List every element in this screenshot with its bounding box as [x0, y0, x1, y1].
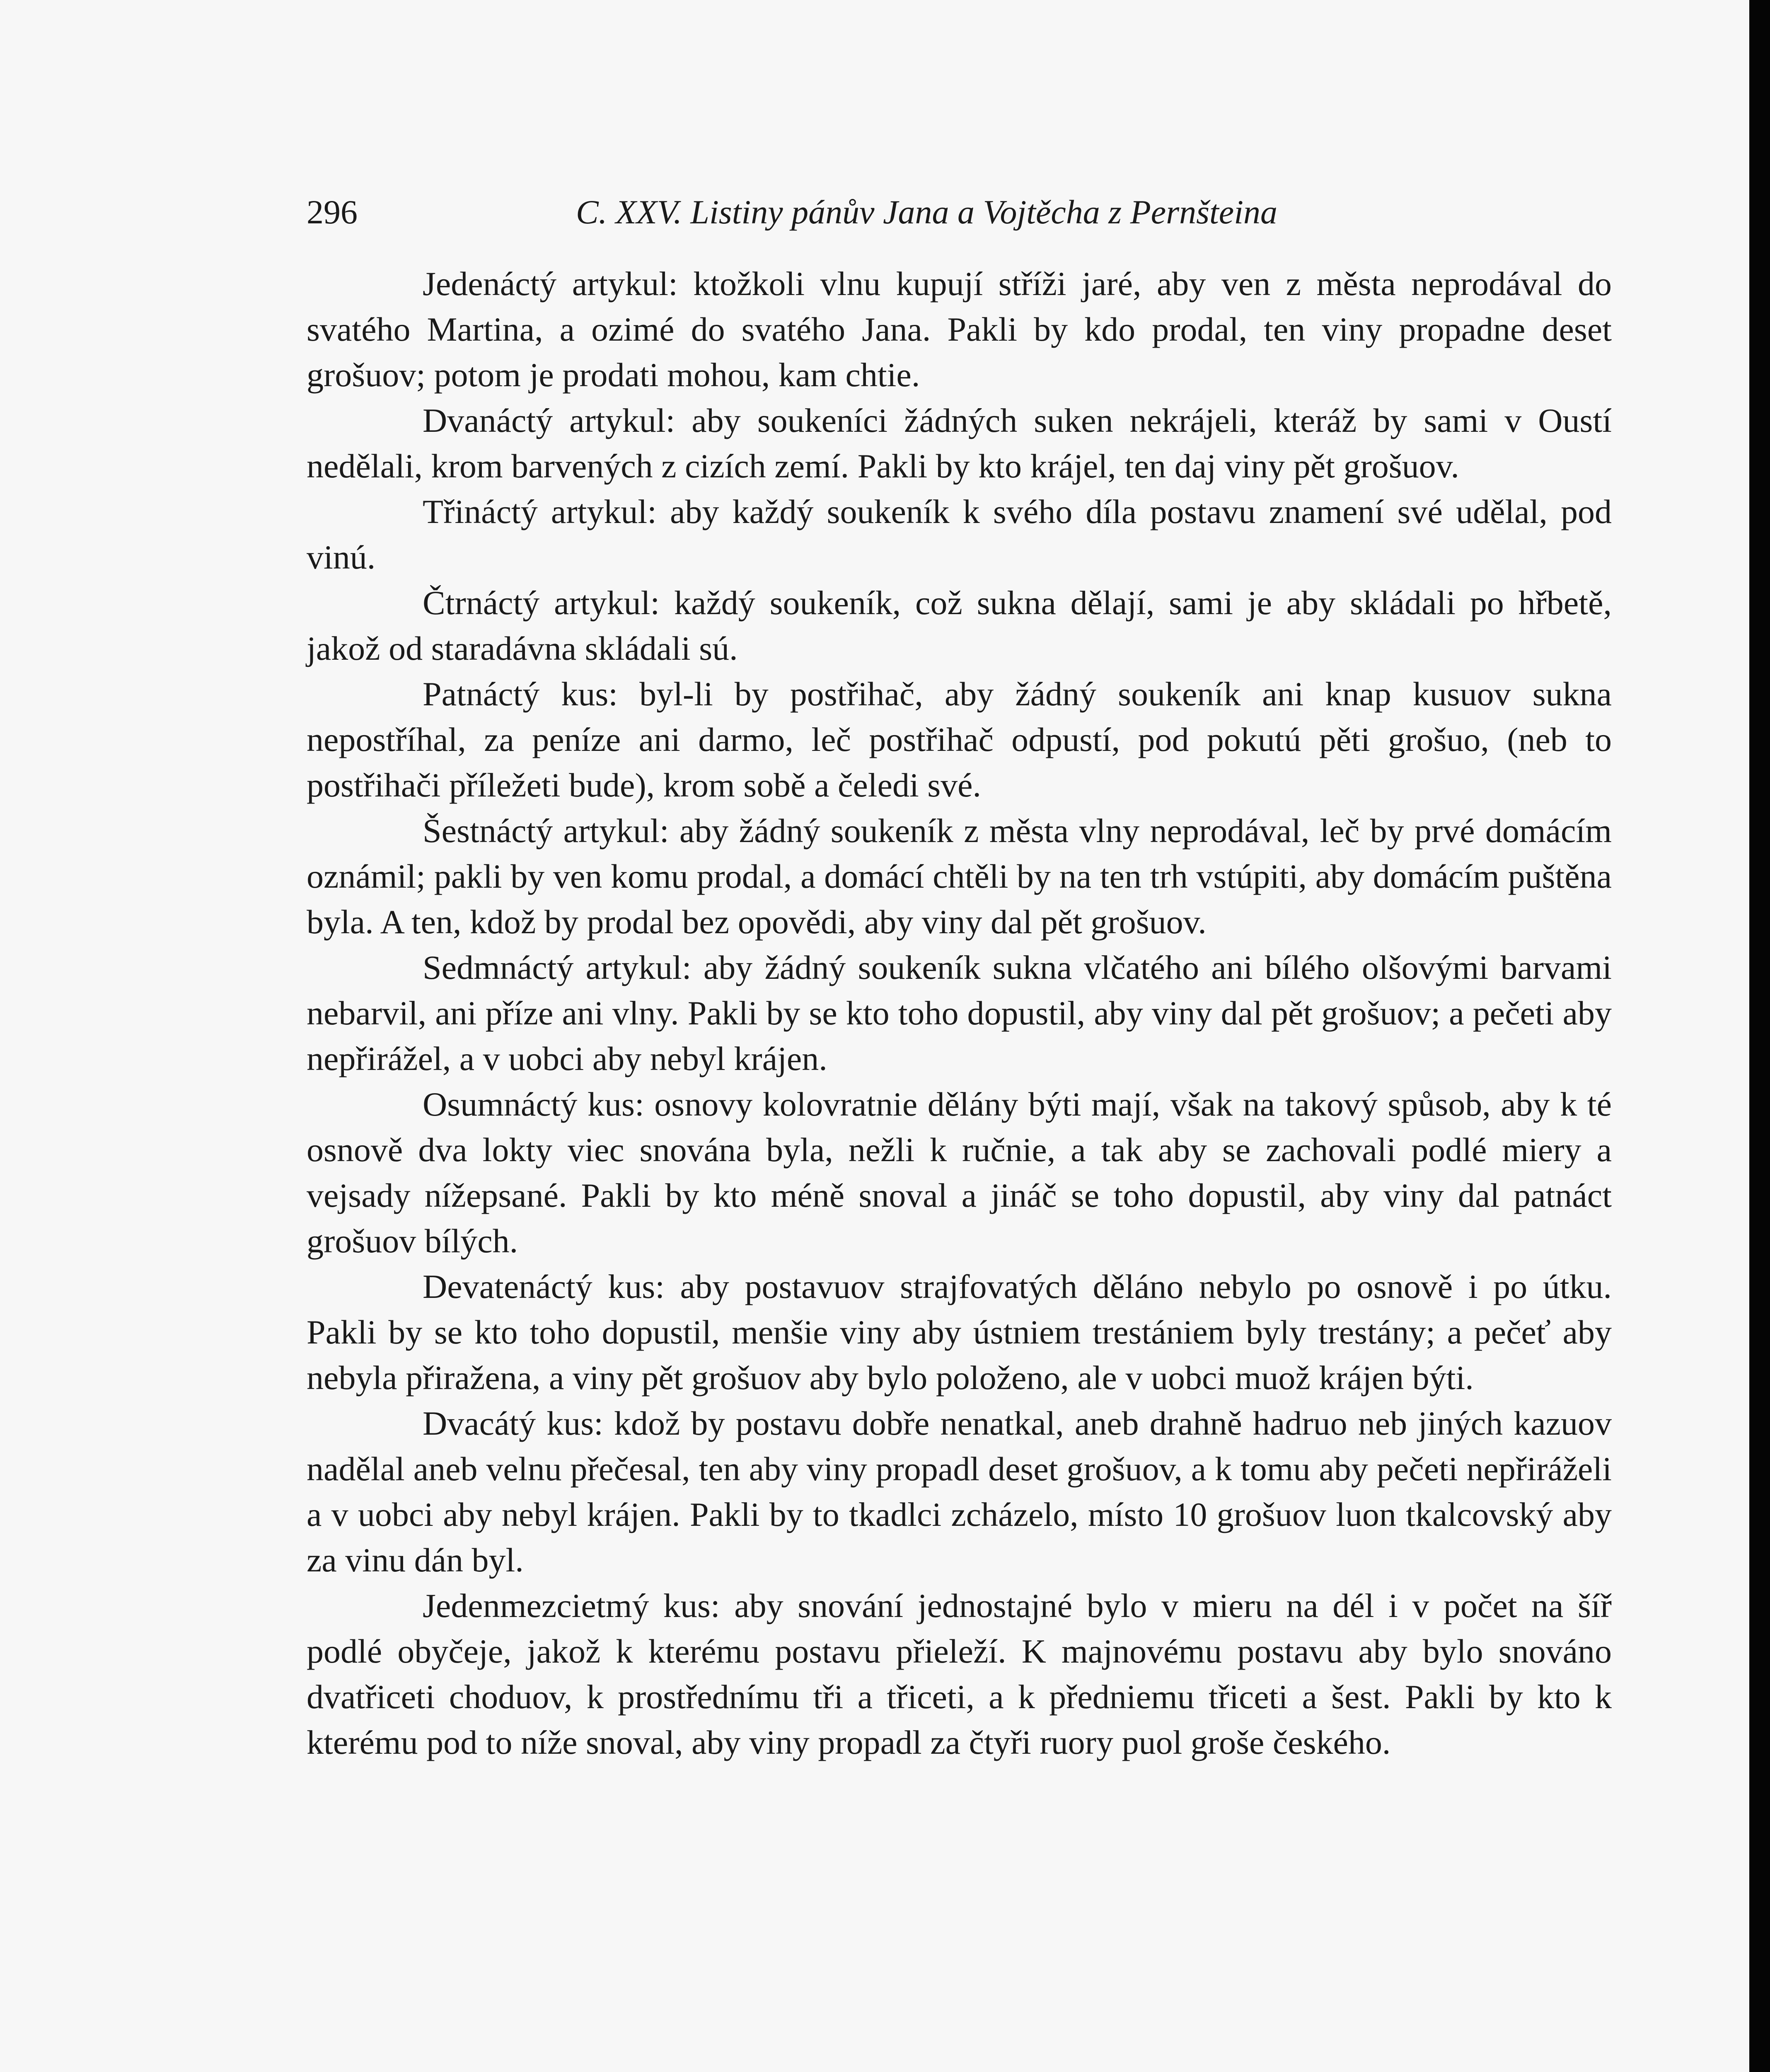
page-number: 296	[307, 193, 358, 231]
paragraph-article-17: Sedmnáctý artykul: aby žádný soukeník sukna vlčatého ani bílého olšovými barvami nebarvil, ani příze ani vlny. Pakli by se kto toho dopustil, aby viny dal pět grošuov; a pečeti aby nepřirážel, a v uobci aby nebyl krájen.	[307, 949, 1612, 1077]
paragraph-article-12: Dvanáctý artykul: aby soukeníci žádných suken nekrájeli, kteráž by sami v Oustí nedělali, krom barvených z cizích zemí. Pakli by kto krájel, ten daj viny pět grošuov.	[307, 402, 1612, 485]
chapter-title: C. XXV. Listiny pánův Jana a Vojtěcha z Pernšteina	[576, 193, 1277, 231]
paragraph-article-15: Patnáctý kus: byl-li by postřihač, aby žádný soukeník ani knap kusuov sukna nepostříhal, za peníze ani darmo, leč postřihač odpustí, pod pokutú pěti grošuo, (neb to postřihači příležeti bude), krom sobě a čeledi své.	[307, 675, 1612, 804]
paragraph-article-13: Třináctý artykul: aby každý soukeník k svého díla postavu znamení své udělal, pod vinú.	[307, 493, 1612, 576]
paragraph-article-19: Devatenáctý kus: aby postavuov strajfovatých děláno nebylo po osnově i po útku. Pakli by se kto toho dopustil, menšie viny aby ústniem trestániem byly trestány; a pečeť aby nebyla přiražena, a viny pět grošuov aby bylo položeno, ale v uobci muož krájen býti.	[307, 1268, 1612, 1397]
paragraph-article-16: Šestnáctý artykul: aby žádný soukeník z města vlny neprodával, leč by prvé domácím oznámil; pakli by ven komu prodal, a domácí chtěli by na ten trh vstúpiti, aby domácím puštěna byla. A ten, kdož by prodal bez opovědi, aby viny dal pět grošuov.	[307, 812, 1612, 941]
paragraph-article-18: Osumnáctý kus: osnovy kolovratnie dělány býti mají, však na takový spůsob, aby k té osnově dva lokty viec snována byla, nežli k ručnie, a tak aby se zachovali podlé miery a vejsady nížepsané. Pakli by kto méně snoval a jináč se toho dopustil, aby viny dal patnáct grošuov bílých.	[307, 1085, 1612, 1260]
paragraph-article-14: Čtrnáctý artykul: každý soukeník, což sukna dělají, sami je aby skládali po hřbetě, jakož od staradávna skládali sú.	[307, 584, 1612, 667]
paragraph-article-11: Jedenáctý artykul: ktožkoli vlnu kupují stříži jaré, aby ven z města neprodával do svatého Martina, a ozimé do svatého Jana. Pakli by kdo prodal, ten viny propadne deset grošuov; potom je prodati mohou, kam chtie.	[307, 265, 1612, 394]
paragraph-article-21: Jedenmezcietmý kus: aby snování jednostajné bylo v mieru na dél i v počet na šíř podlé obyčeje, jakož k kterému postavu přieleží. K majnovému postavu aby bylo snováno dvatřiceti choduov, k prostřednímu tři a třiceti, a k předniemu třiceti a šest. Pakli by kto k kterému pod to níže snoval, aby viny propadl za čtyři ruory puol groše českého.	[307, 1587, 1612, 1761]
paragraph-article-20: Dvacátý kus: kdož by postavu dobře nenatkal, aneb drahně hadruo neb jiných kazuov nadělal aneb velnu přečesal, ten aby viny propadl deset grošuov, a k tomu aby pečeti nepřiráželi a v uobci aby nebyl krájen. Pakli by to tkadlci zcházelo, místo 10 grošuov luon tkalcovský aby za vinu dán byl.	[307, 1404, 1612, 1579]
body-text	[307, 261, 1612, 1765]
scan-border	[1749, 0, 1770, 2072]
running-header	[307, 193, 1334, 242]
